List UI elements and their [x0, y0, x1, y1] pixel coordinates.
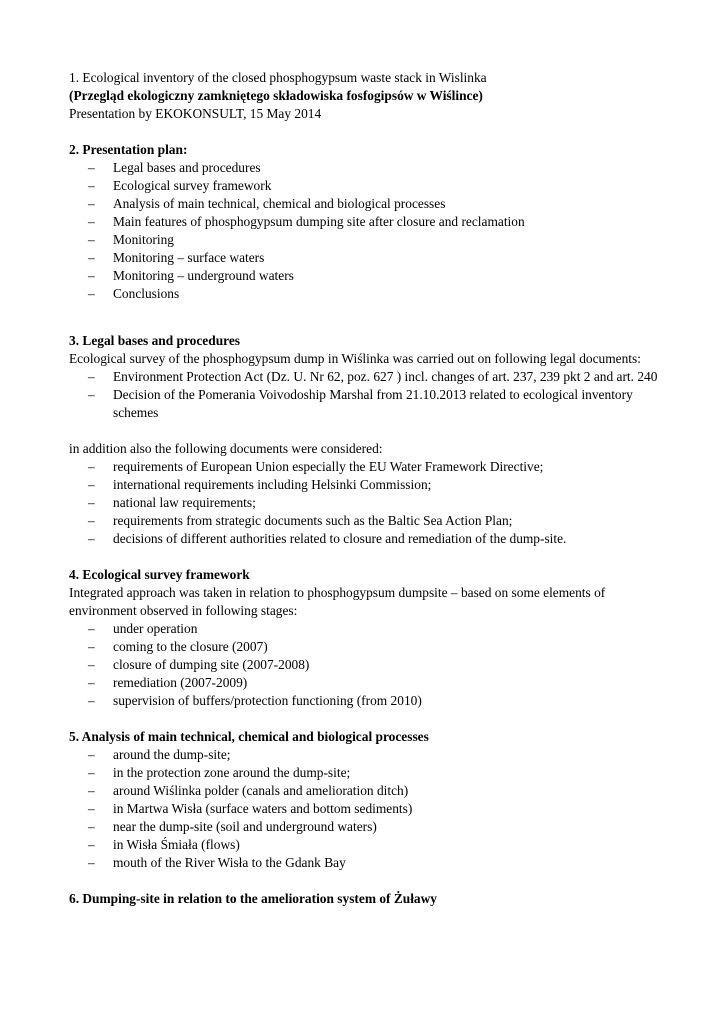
section-heading-legal: 3. Legal bases and procedures	[69, 333, 240, 348]
dash-bullet: –	[88, 675, 95, 690]
list-item: – requirements of European Union especially the EU Water Framework Directive;	[88, 459, 544, 474]
dash-bullet: –	[88, 286, 95, 301]
list-item: – Environment Protection Act (Dz. U. Nr 62, poz. 627 ) incl. changes of art. 237, 239 pkt 2 and art. 240	[88, 369, 658, 384]
list-item: – mouth of the River Wisła to the Gdank Bay	[88, 855, 346, 870]
document-title-polish: (Przegląd ekologiczny zamkniętego składowiska fosfogipsów w Wiślince)	[69, 88, 483, 103]
section-heading-framework: 4. Ecological survey framework	[69, 567, 250, 582]
list-item: – supervision of buffers/protection functioning (from 2010)	[88, 693, 422, 708]
document-page	[69, 69, 661, 908]
dash-bullet: –	[88, 369, 95, 384]
dash-bullet: –	[88, 837, 95, 852]
list-item: – decisions of different authorities related to closure and remediation of the dump-site.	[88, 531, 567, 546]
spacer	[69, 872, 661, 890]
list-item: – Legal bases and procedures	[88, 160, 261, 175]
document-title: 1. Ecological inventory of the closed phosphogypsum waste stack in Wislinka	[69, 70, 487, 85]
addition-intro: in addition also the following documents were considered:	[69, 441, 383, 456]
dash-bullet: –	[88, 160, 95, 175]
dash-bullet: –	[88, 268, 95, 283]
list-item: – national law requirements;	[88, 495, 256, 510]
dash-bullet: –	[88, 477, 95, 492]
framework-list	[69, 620, 661, 710]
list-item: – international requirements including Helsinki Commission;	[88, 477, 432, 492]
list-item: – remediation (2007-2009)	[88, 675, 248, 690]
dash-bullet: –	[88, 178, 95, 193]
spacer	[69, 303, 661, 332]
dash-bullet: –	[88, 214, 95, 229]
dash-bullet: –	[88, 459, 95, 474]
list-item: – closure of dumping site (2007-2008)	[88, 657, 310, 672]
list-item: – Main features of phosphogypsum dumping site after closure and reclamation	[88, 214, 525, 229]
list-item: – near the dump-site (soil and underground waters)	[88, 819, 377, 834]
list-item: – Monitoring	[88, 232, 175, 247]
list-item: – around Wiślinka polder (canals and amelioration ditch)	[88, 783, 409, 798]
dash-bullet: –	[88, 387, 95, 402]
spacer	[69, 422, 661, 440]
dash-bullet: –	[88, 801, 95, 816]
list-item: – under operation	[88, 621, 198, 636]
spacer	[69, 123, 661, 141]
spacer	[69, 710, 661, 728]
section-heading-dumping: 6. Dumping-site in relation to the amelioration system of Żuławy	[69, 891, 437, 906]
list-item: – Decision of the Pomerania Voivodoship Marshal from 21.10.2013 related to ecological inventory schemes	[88, 387, 633, 420]
dash-bullet: –	[88, 657, 95, 672]
legal-intro: Ecological survey of the phosphogypsum dump in Wiślinka was carried out on following legal documents:	[69, 351, 641, 366]
list-item: – in Wisła Śmiała (flows)	[88, 837, 240, 852]
dash-bullet: –	[88, 196, 95, 211]
list-item: – Monitoring – underground waters	[88, 268, 294, 283]
addition-list	[69, 458, 661, 548]
dash-bullet: –	[88, 747, 95, 762]
dash-bullet: –	[88, 232, 95, 247]
dash-bullet: –	[88, 765, 95, 780]
framework-intro: Integrated approach was taken in relation to phosphogypsum dumpsite – based on some elements of environment observed in following stages:	[69, 585, 606, 618]
list-item: – in the protection zone around the dump-site;	[88, 765, 351, 780]
plan-list	[69, 159, 661, 303]
dash-bullet: –	[88, 693, 95, 708]
dash-bullet: –	[88, 855, 95, 870]
dash-bullet: –	[88, 250, 95, 265]
list-item: – Ecological survey framework	[88, 178, 272, 193]
spacer	[69, 548, 661, 566]
list-item: – requirements from strategic documents such as the Baltic Sea Action Plan;	[88, 513, 513, 528]
section-heading-plan: 2. Presentation plan:	[69, 142, 188, 157]
list-item: – around the dump-site;	[88, 747, 231, 762]
dash-bullet: –	[88, 783, 95, 798]
list-item: – coming to the closure (2007)	[88, 639, 268, 654]
dash-bullet: –	[88, 639, 95, 654]
analysis-list	[69, 746, 661, 872]
list-item: – Monitoring – surface waters	[88, 250, 265, 265]
list-item: – Analysis of main technical, chemical and biological processes	[88, 196, 446, 211]
list-item: – Conclusions	[88, 286, 180, 301]
dash-bullet: –	[88, 513, 95, 528]
section-heading-analysis: 5. Analysis of main technical, chemical and biological processes	[69, 729, 429, 744]
dash-bullet: –	[88, 621, 95, 636]
presentation-credit: Presentation by EKOKONSULT, 15 May 2014	[69, 106, 322, 121]
dash-bullet: –	[88, 819, 95, 834]
list-item: – in Martwa Wisła (surface waters and bottom sediments)	[88, 801, 413, 816]
dash-bullet: –	[88, 531, 95, 546]
dash-bullet: –	[88, 495, 95, 510]
legal-list	[69, 368, 661, 422]
